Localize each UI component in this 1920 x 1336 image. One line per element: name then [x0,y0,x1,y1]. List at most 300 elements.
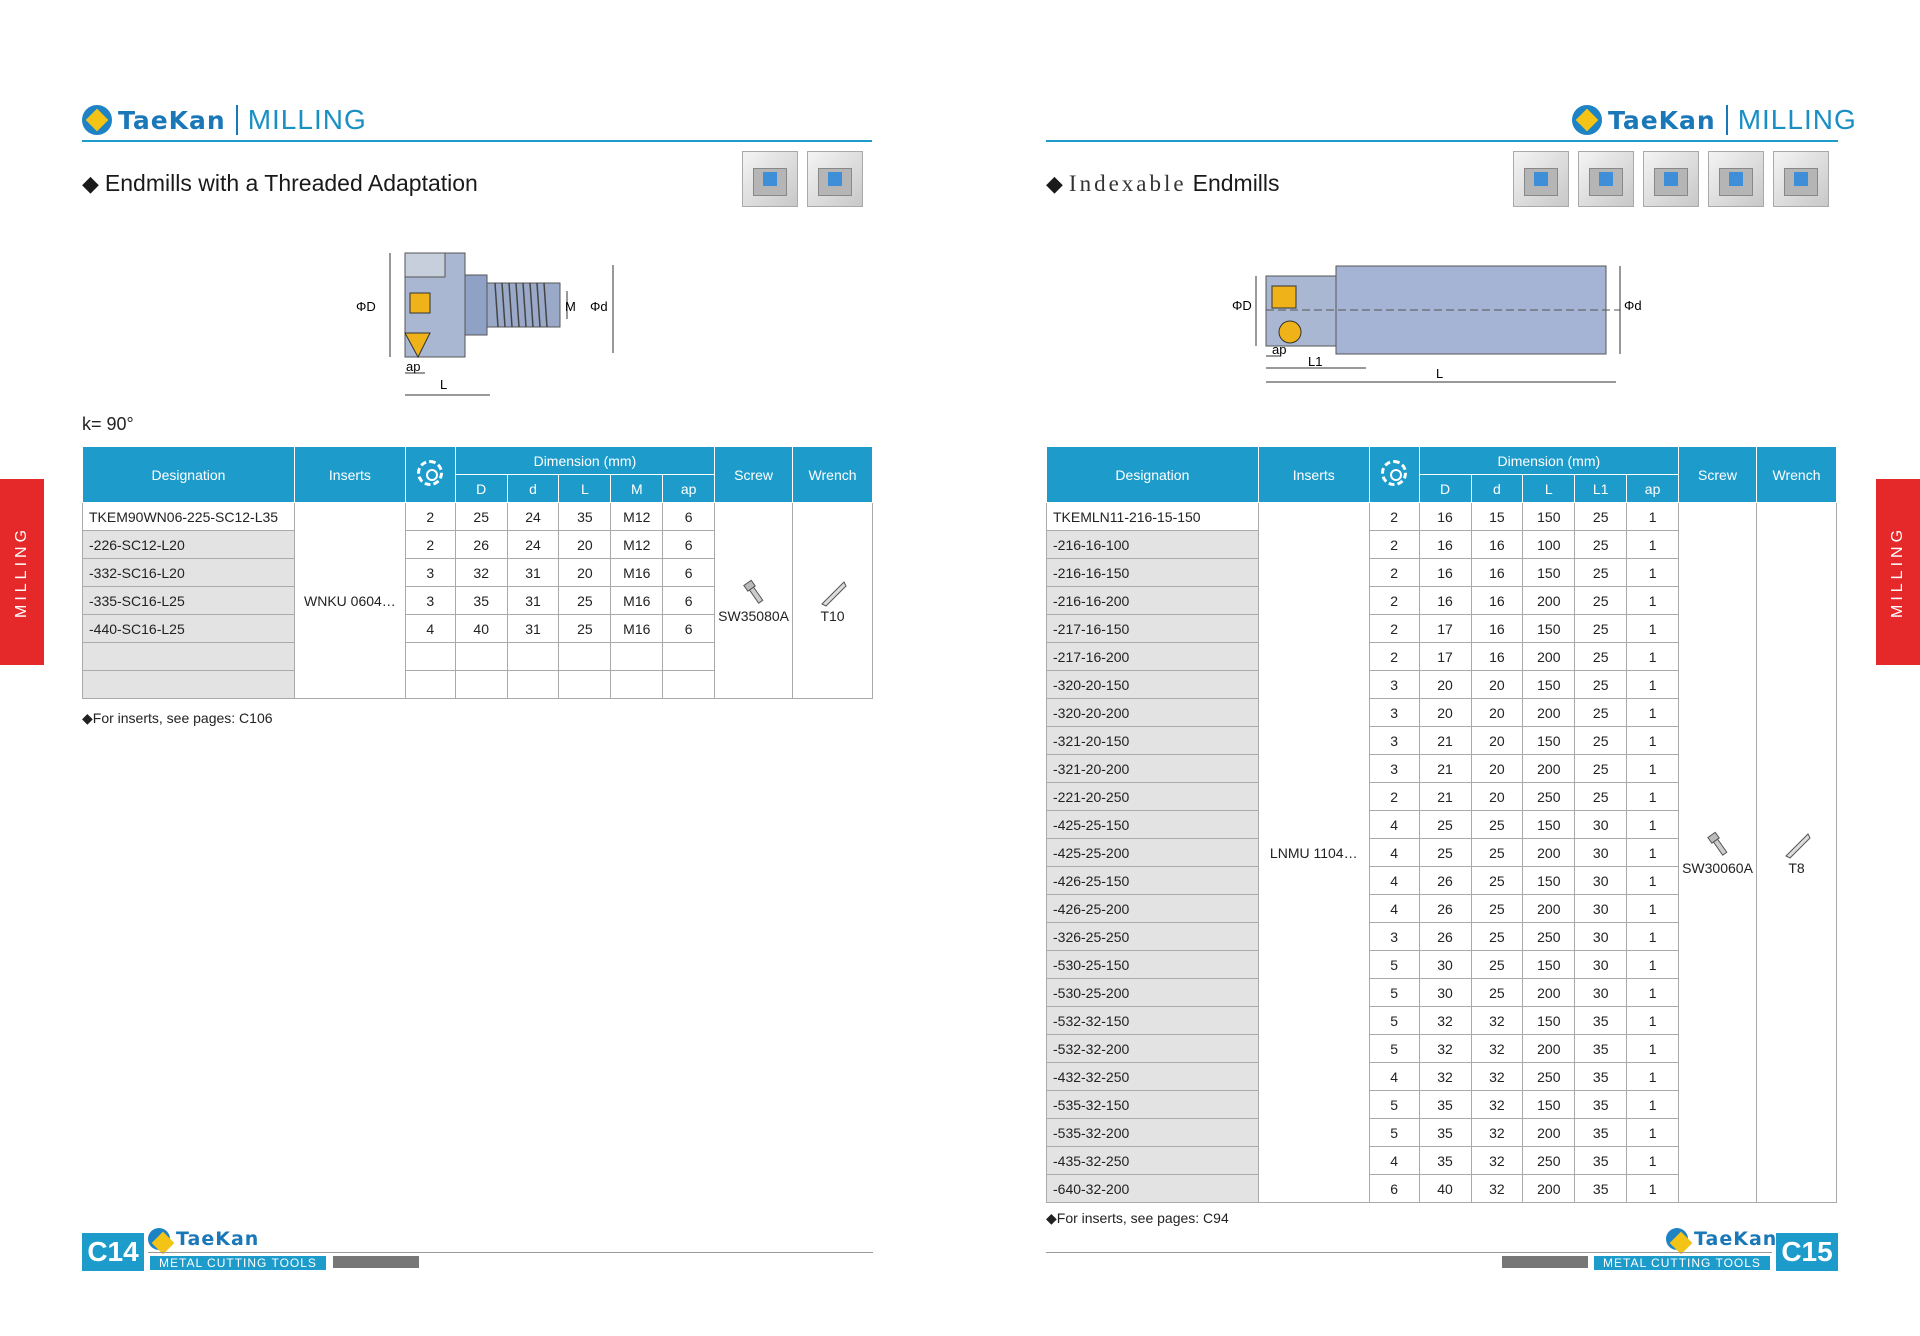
dim-d-cell: 31 [507,559,559,587]
dim-ap-cell: 1 [1627,643,1679,671]
dim-ap-cell: 1 [1627,811,1679,839]
designation-cell: -321-20-150 [1047,727,1259,755]
teeth-cell: 4 [1369,1147,1419,1175]
teeth-cell: 2 [405,503,455,531]
header-rule [1046,140,1838,142]
dim-ap-cell: 1 [1627,587,1679,615]
dim-M-cell [611,671,663,699]
brand-logo-left [82,104,367,136]
teeth-cell: 4 [1369,867,1419,895]
screw-cell [715,503,793,699]
dim-label-M: M [565,299,576,314]
dim-L-cell: 150 [1523,559,1575,587]
dim-D-cell: 16 [1419,587,1471,615]
dim-ap-cell [663,643,715,671]
dim-D-cell: 40 [455,615,507,643]
dim-L-cell: 200 [1523,643,1575,671]
teeth-cell: 2 [405,531,455,559]
designation-cell: -335-SC16-L25 [83,587,295,615]
dim-ap-cell: 1 [1627,923,1679,951]
dim-M-cell: M12 [611,503,663,531]
teeth-cell: 4 [1369,839,1419,867]
dim-L-cell: 250 [1523,1063,1575,1091]
dim-ap-cell: 1 [1627,951,1679,979]
teeth-cell: 4 [405,615,455,643]
dim-M-cell: M16 [611,615,663,643]
col-d: d [1471,475,1523,503]
designation-cell: -532-32-150 [1047,1007,1259,1035]
dim-D-cell: 32 [1419,1063,1471,1091]
page-title: ◆ Indexable Endmills [1046,170,1280,196]
dim-L-cell: 200 [1523,895,1575,923]
pocket-milling-icon [1643,151,1699,207]
wrench-code: T8 [1788,859,1805,876]
page-number: C14 [82,1233,144,1271]
dim-L1-cell: 30 [1575,839,1627,867]
dim-D-cell [455,671,507,699]
logo-icon [1666,1228,1688,1250]
designation-cell: -535-32-150 [1047,1091,1259,1119]
designation-cell: -425-25-200 [1047,839,1259,867]
dim-D-cell: 17 [1419,643,1471,671]
teeth-cell: 3 [405,559,455,587]
dim-L-cell: 150 [1523,503,1575,531]
dim-M-cell: M12 [611,531,663,559]
inserts-cell: LNMU 1104… [1258,503,1369,1203]
dim-d-cell: 16 [1471,643,1523,671]
dim-L1-cell: 25 [1575,699,1627,727]
dim-L-cell: 150 [1523,671,1575,699]
dim-ap-cell: 6 [663,531,715,559]
dim-ap-cell: 1 [1627,895,1679,923]
teeth-cell: 2 [1369,587,1419,615]
designation-cell: -425-25-150 [1047,811,1259,839]
dim-L1-cell: 25 [1575,615,1627,643]
dim-d-cell: 25 [1471,979,1523,1007]
dim-L-cell: 200 [1523,1175,1575,1203]
dim-ap-cell: 1 [1627,699,1679,727]
header-rule [82,140,872,142]
dim-ap-cell: 1 [1627,1035,1679,1063]
dim-label-L: L [1436,366,1444,381]
col-D: D [1419,475,1471,503]
designation-cell: -217-16-200 [1047,643,1259,671]
dim-L-cell: 150 [1523,867,1575,895]
dim-L-cell: 200 [1523,839,1575,867]
dim-d-cell [507,671,559,699]
col-inserts: Inserts [294,447,405,503]
teeth-cell: 3 [405,587,455,615]
designation-cell [83,643,295,671]
dim-L-cell: 200 [1523,1035,1575,1063]
col-D: D [455,475,507,503]
dim-ap-cell: 1 [1627,1007,1679,1035]
inserts-note: ◆For inserts, see pages: C106 [82,710,273,726]
col-designation: Designation [1047,447,1259,503]
dim-d-cell: 32 [1471,1175,1523,1203]
dim-ap-cell: 1 [1627,979,1679,1007]
dim-label-D: ΦD [1232,298,1252,313]
designation-cell [83,671,295,699]
col-wrench: Wrench [793,447,873,503]
dim-D-cell: 25 [455,503,507,531]
dim-ap-cell: 1 [1627,1175,1679,1203]
brand-name: TaeKan [118,105,226,135]
col-L: L [1523,475,1575,503]
designation-cell: -435-32-250 [1047,1147,1259,1175]
dim-D-cell: 30 [1419,979,1471,1007]
left-spec-table [82,446,873,699]
teeth-cell: 2 [1369,615,1419,643]
dim-D-cell: 32 [1419,1007,1471,1035]
dim-L-cell: 200 [1523,587,1575,615]
dim-D-cell: 32 [1419,1035,1471,1063]
dim-D-cell: 35 [1419,1091,1471,1119]
dim-d-cell: 25 [1471,923,1523,951]
dim-L-cell: 20 [559,559,611,587]
dim-d-cell: 16 [1471,559,1523,587]
inserts-note: ◆For inserts, see pages: C94 [1046,1210,1229,1226]
designation-cell: -426-25-150 [1047,867,1259,895]
dim-D-cell: 26 [1419,895,1471,923]
designation-cell: TKEMLN11-216-15-150 [1047,503,1259,531]
designation-cell: -532-32-200 [1047,1035,1259,1063]
dim-L1-cell: 25 [1575,643,1627,671]
teeth-cell: 4 [1369,811,1419,839]
dim-d-cell: 24 [507,531,559,559]
logo-icon [82,105,112,135]
dim-D-cell: 16 [1419,503,1471,531]
teeth-cell: 5 [1369,1007,1419,1035]
dim-d-cell: 16 [1471,531,1523,559]
side-tab-left: MILLING [0,479,44,665]
dim-d-cell: 32 [1471,1091,1523,1119]
footer-brand-right: TaeKan [1666,1228,1777,1250]
wrench-code: T10 [820,607,845,624]
dim-label-d: Φd [1624,298,1642,313]
designation-cell: -432-32-250 [1047,1063,1259,1091]
dim-label-ap: ap [1272,342,1287,357]
dim-L-cell: 250 [1523,1147,1575,1175]
dim-D-cell: 21 [1419,783,1471,811]
dim-L1-cell: 25 [1575,559,1627,587]
dim-label-L1: L1 [1308,354,1323,369]
dim-d-cell [507,643,559,671]
dim-L-cell: 25 [559,587,611,615]
screw-icon [1703,830,1733,860]
dim-ap-cell: 6 [663,615,715,643]
designation-cell: -535-32-200 [1047,1119,1259,1147]
designation-cell: TKEM90WN06-225-SC12-L35 [83,503,295,531]
designation-cell: -226-SC12-L20 [83,531,295,559]
teeth-cell: 3 [1369,923,1419,951]
dim-ap-cell: 1 [1627,727,1679,755]
dim-L-cell: 20 [559,531,611,559]
threaded-endmill-drawing [350,245,630,405]
dim-L-cell: 200 [1523,979,1575,1007]
designation-cell: -440-SC16-L25 [83,615,295,643]
dim-D-cell: 35 [1419,1147,1471,1175]
teeth-cell: 5 [1369,979,1419,1007]
dim-ap-cell: 6 [663,503,715,531]
teeth-cell: 2 [1369,643,1419,671]
teeth-cell: 3 [1369,727,1419,755]
teeth-cell: 2 [1369,531,1419,559]
screw-icon [739,578,769,608]
dim-ap-cell: 1 [1627,1091,1679,1119]
dim-L-cell [559,671,611,699]
dim-d-cell: 25 [1471,839,1523,867]
dim-L1-cell: 35 [1575,1007,1627,1035]
shoulder-milling-icon [1513,151,1569,207]
dim-L-cell: 200 [1523,755,1575,783]
designation-cell: -326-25-250 [1047,923,1259,951]
dim-L-cell [559,643,611,671]
col-dimension: Dimension (mm) [1419,447,1678,475]
screw-cell [1679,503,1757,1203]
designation-cell: -221-20-250 [1047,783,1259,811]
dim-d-cell: 25 [1471,895,1523,923]
col-M: M [611,475,663,503]
slot-milling-icon [1578,151,1634,207]
screw-code: SW30060A [1682,859,1753,876]
dim-L1-cell: 30 [1575,811,1627,839]
kappa-angle: k= 90° [82,414,134,434]
dim-L1-cell: 30 [1575,979,1627,1007]
col-d: d [507,475,559,503]
designation-cell: -530-25-200 [1047,979,1259,1007]
dim-label-L: L [440,377,448,392]
wrench-cell [793,503,873,699]
dim-d-cell: 20 [1471,671,1523,699]
divider [236,105,238,135]
teeth-cell: 2 [1369,783,1419,811]
dim-D-cell: 40 [1419,1175,1471,1203]
designation-cell: -216-16-200 [1047,587,1259,615]
dim-D-cell: 21 [1419,727,1471,755]
col-screw: Screw [715,447,793,503]
dim-D-cell: 21 [1419,755,1471,783]
dim-D-cell: 35 [1419,1119,1471,1147]
dim-d-cell: 32 [1471,1119,1523,1147]
dim-d-cell: 15 [1471,503,1523,531]
dim-ap-cell: 1 [1627,559,1679,587]
dim-L1-cell: 25 [1575,783,1627,811]
wrench-cell [1757,503,1837,1203]
dim-label-d: Φd [590,299,608,314]
col-L1: L1 [1575,475,1627,503]
divider [1726,105,1728,135]
dim-L1-cell: 30 [1575,951,1627,979]
wrench-icon [1782,830,1812,860]
dim-L-cell: 150 [1523,1007,1575,1035]
dim-label-ap: ap [406,359,421,374]
teeth-cell: 5 [1369,1091,1419,1119]
col-teeth [1369,447,1419,503]
operation-icons [1513,151,1829,207]
designation-cell: -332-SC16-L20 [83,559,295,587]
teeth-cell: 4 [1369,895,1419,923]
teeth-cell: 3 [1369,671,1419,699]
designation-cell: -640-32-200 [1047,1175,1259,1203]
dim-d-cell: 31 [507,615,559,643]
teeth-cell [405,643,455,671]
dim-D-cell: 32 [455,559,507,587]
teeth-cell [405,671,455,699]
page-title: ◆ Endmills with a Threaded Adaptation [82,170,478,196]
dim-ap-cell: 1 [1627,867,1679,895]
dim-L1-cell: 35 [1575,1147,1627,1175]
dim-L1-cell: 35 [1575,1091,1627,1119]
dim-label-D: ΦD [356,299,376,314]
operation-icons [742,151,863,207]
dim-d-cell: 24 [507,503,559,531]
dim-ap-cell: 1 [1627,1147,1679,1175]
dim-M-cell [611,643,663,671]
teeth-cell: 5 [1369,1119,1419,1147]
dim-ap-cell: 1 [1627,755,1679,783]
profile-milling-icon [1773,151,1829,207]
shoulder-milling-icon [742,151,798,207]
dim-ap-cell: 1 [1627,671,1679,699]
footer-rule [148,1252,873,1253]
table-row [1047,503,1837,531]
dim-d-cell: 32 [1471,1007,1523,1035]
indexable-endmill-drawing [1220,258,1650,388]
dim-d-cell: 32 [1471,1147,1523,1175]
dim-L-cell: 250 [1523,923,1575,951]
teeth-cell: 4 [1369,1063,1419,1091]
dim-d-cell: 32 [1471,1063,1523,1091]
designation-cell: -320-20-150 [1047,671,1259,699]
screw-code: SW35080A [718,607,789,624]
dim-L1-cell: 30 [1575,895,1627,923]
dim-ap-cell: 1 [1627,615,1679,643]
footer-band: METAL CUTTING TOOLS [150,1256,326,1270]
designation-cell: -320-20-200 [1047,699,1259,727]
dim-d-cell: 16 [1471,587,1523,615]
dim-d-cell: 20 [1471,755,1523,783]
dim-L1-cell: 35 [1575,1119,1627,1147]
designation-cell: -217-16-150 [1047,615,1259,643]
designation-cell: -321-20-200 [1047,755,1259,783]
dim-M-cell: M16 [611,559,663,587]
inserts-cell: WNKU 0604… [294,503,405,699]
table-row [83,503,873,531]
dim-L-cell: 200 [1523,1119,1575,1147]
dim-ap-cell: 1 [1627,531,1679,559]
teeth-count-icon [1381,460,1407,486]
slot-milling-icon [807,151,863,207]
designation-cell: -426-25-200 [1047,895,1259,923]
right-spec-table [1046,446,1837,1203]
dim-L1-cell: 25 [1575,755,1627,783]
dim-D-cell: 16 [1419,531,1471,559]
side-tab-right: MILLING [1876,479,1920,665]
col-inserts: Inserts [1258,447,1369,503]
dim-ap-cell: 1 [1627,1119,1679,1147]
dim-L1-cell: 35 [1575,1035,1627,1063]
teeth-cell: 2 [1369,559,1419,587]
section-title: MILLING [247,104,367,135]
dim-D-cell: 16 [1419,559,1471,587]
footer-grey-bar [1502,1256,1588,1268]
dim-L-cell: 25 [559,615,611,643]
dim-L1-cell: 30 [1575,923,1627,951]
logo-icon [148,1228,170,1250]
dim-L1-cell: 25 [1575,503,1627,531]
teeth-cell: 5 [1369,951,1419,979]
dim-D-cell: 35 [455,587,507,615]
dim-L-cell: 150 [1523,615,1575,643]
dim-D-cell: 26 [455,531,507,559]
dim-D-cell [455,643,507,671]
dim-L-cell: 200 [1523,699,1575,727]
dim-ap-cell: 1 [1627,503,1679,531]
page-number: C15 [1776,1233,1838,1271]
dim-d-cell: 20 [1471,783,1523,811]
dim-L1-cell: 25 [1575,531,1627,559]
teeth-cell: 6 [1369,1175,1419,1203]
wrench-icon [818,578,848,608]
dim-ap-cell [663,671,715,699]
designation-cell: -216-16-100 [1047,531,1259,559]
teeth-cell: 3 [1369,755,1419,783]
dim-ap-cell: 1 [1627,839,1679,867]
col-ap: ap [663,475,715,503]
dim-ap-cell: 6 [663,587,715,615]
dim-D-cell: 25 [1419,811,1471,839]
col-dimension: Dimension (mm) [455,447,714,475]
dim-L1-cell: 35 [1575,1175,1627,1203]
dim-d-cell: 25 [1471,811,1523,839]
dim-d-cell: 20 [1471,727,1523,755]
dim-d-cell: 25 [1471,951,1523,979]
dim-L-cell: 150 [1523,1091,1575,1119]
designation-cell: -216-16-150 [1047,559,1259,587]
dim-L1-cell: 25 [1575,587,1627,615]
dim-d-cell: 25 [1471,867,1523,895]
dim-L-cell: 35 [559,503,611,531]
dim-D-cell: 17 [1419,615,1471,643]
dim-D-cell: 26 [1419,923,1471,951]
footer-rule [1046,1252,1772,1253]
teeth-cell: 3 [1369,699,1419,727]
col-screw: Screw [1679,447,1757,503]
dim-D-cell: 26 [1419,867,1471,895]
designation-cell: -530-25-150 [1047,951,1259,979]
footer-grey-bar [333,1256,419,1268]
col-designation: Designation [83,447,295,503]
logo-icon [1572,105,1602,135]
dim-L1-cell: 25 [1575,727,1627,755]
dim-ap-cell: 1 [1627,1063,1679,1091]
dim-L-cell: 250 [1523,783,1575,811]
dim-L-cell: 150 [1523,727,1575,755]
col-teeth [405,447,455,503]
dim-D-cell: 20 [1419,671,1471,699]
dim-ap-cell: 6 [663,559,715,587]
dim-L1-cell: 35 [1575,1063,1627,1091]
dim-L-cell: 100 [1523,531,1575,559]
dim-d-cell: 20 [1471,699,1523,727]
dim-ap-cell: 1 [1627,783,1679,811]
dim-L1-cell: 25 [1575,671,1627,699]
brand-logo-right: TaeKan MILLING [1572,104,1857,136]
dim-M-cell: M16 [611,587,663,615]
teeth-count-icon [417,460,443,486]
col-ap: ap [1627,475,1679,503]
